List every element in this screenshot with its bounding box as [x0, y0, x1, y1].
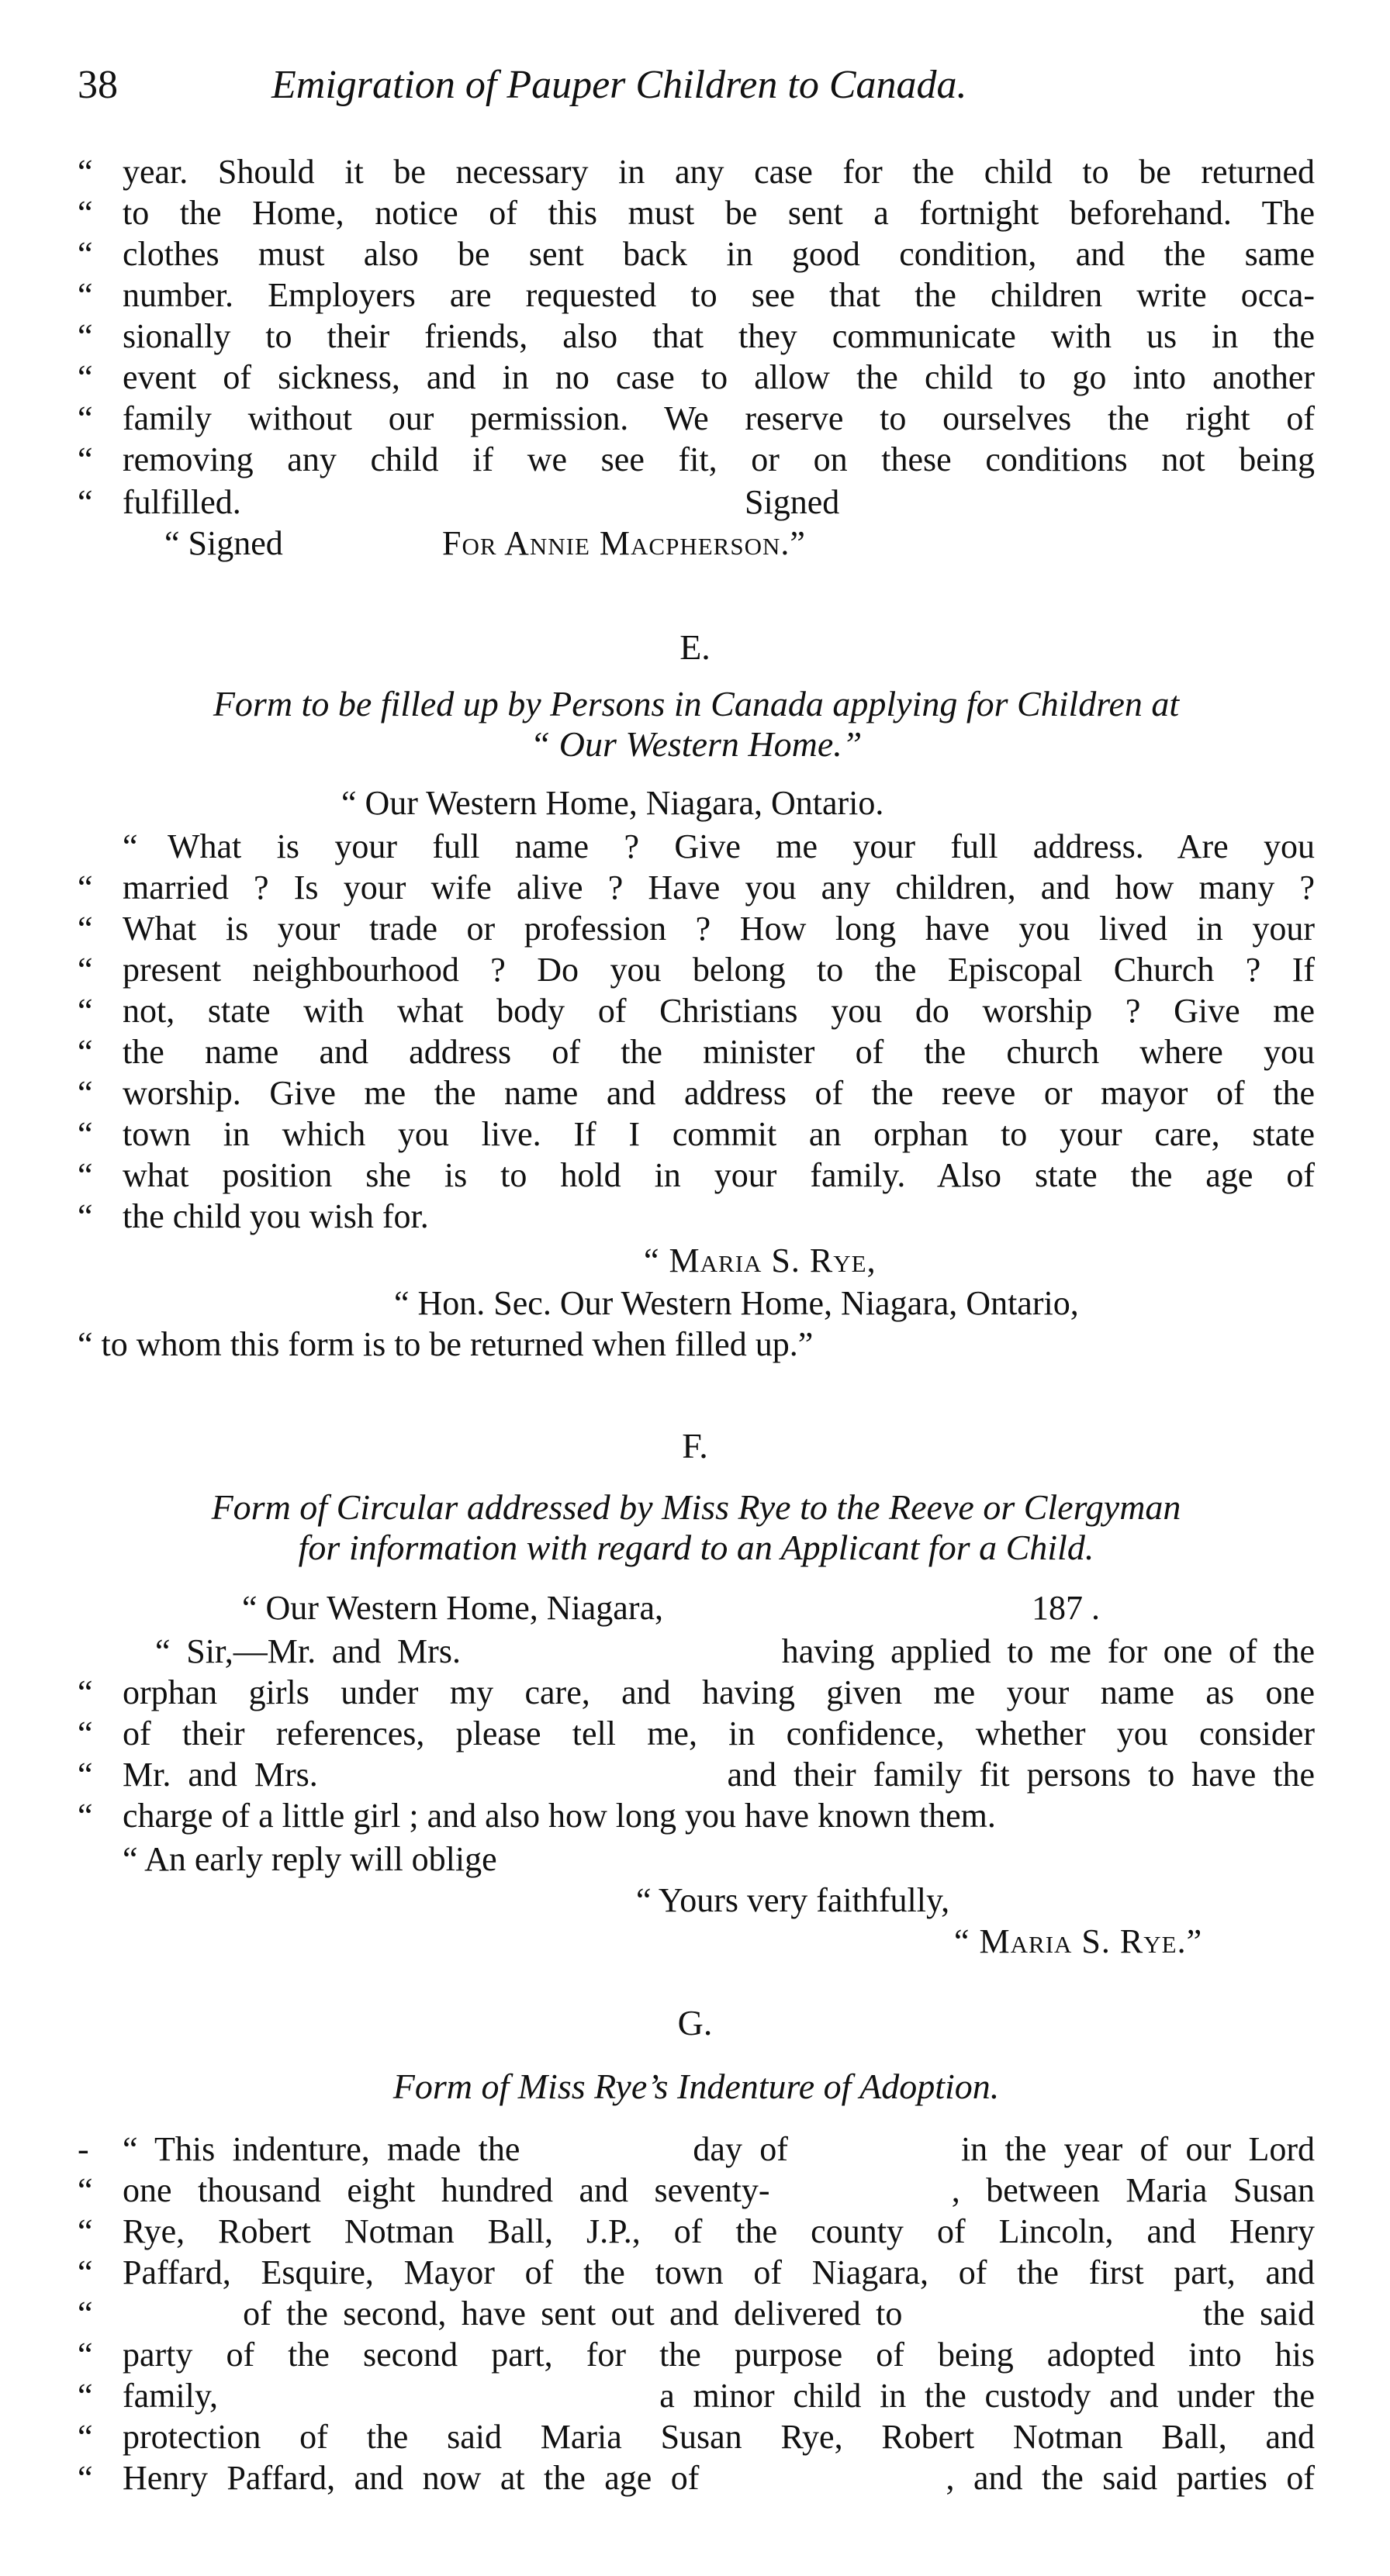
text-line: “ What is your full name ? Give me your full address. Are you	[123, 827, 1315, 865]
section-e-body	[78, 826, 1315, 1237]
return-note: “ to whom this form is to be returned when filled up.”	[78, 1325, 814, 1363]
text-line: “ to the Home, notice of this must be sent a fortnight beforehand. The	[78, 194, 1315, 232]
signed-label: Signed	[745, 483, 840, 521]
text-line: “ charge of a little girl ; and also how long you have known them.	[78, 1797, 996, 1835]
section-g-heading: Form of Miss Rye’s Indenture of Adoption.	[392, 2067, 1000, 2106]
section-f-body	[78, 1631, 1315, 1836]
text-line: - “ This indenture, made the day of in the year of our Lord	[78, 2130, 1315, 2168]
text-line: “ of the second, have sent out and delivered to the said	[78, 2295, 1315, 2333]
fulfilled-text: fulfilled.	[123, 483, 241, 521]
signature-maria-s-rye: “ Maria S. Rye,	[644, 1241, 877, 1279]
text-line: “ the name and address of the minister of the church where you	[78, 1033, 1315, 1071]
signatory-annie-macpherson: For Annie Macpherson.”	[442, 524, 806, 562]
section-d-continuation	[78, 151, 1315, 480]
text-line: “ Rye, Robert Notman Ball, J.P., of the county of Lincoln, and Henry	[78, 2212, 1315, 2250]
section-e-heading-line2: “ Our Western Home.”	[530, 724, 863, 764]
text-line: “ Paffard, Esquire, Mayor of the town of Niagara, of the first part, and	[78, 2253, 1315, 2291]
text-line: “ Mr. and Mrs. and their family fit persons to have the	[78, 1756, 1315, 1794]
text-line: “ of their references, please tell me, in confidence, whether you consider	[78, 1714, 1315, 1752]
text-line: “ orphan girls under my care, and having given me your name as one	[78, 1673, 1315, 1711]
section-f-year: 187 .	[1032, 1589, 1100, 1627]
text-line: “ Henry Paffard, and now at the age of , and the said parties of	[78, 2459, 1315, 2497]
text-line: “ worship. Give me the name and address of the reeve or mayor of the	[78, 1074, 1315, 1112]
text-line: “ Sir,—Mr. and Mrs. having applied to me for one of the	[155, 1632, 1315, 1670]
section-g-body	[78, 2129, 1315, 2498]
text-line: “ the child you wish for.	[78, 1197, 429, 1235]
text-line: “ family, a minor child in the custody and under the	[78, 2377, 1315, 2415]
section-f-heading-line1: Form of Circular addressed by Miss Rye to the Reeve or Clergyman	[211, 1487, 1181, 1527]
text-line: “ present neighbourhood ? Do you belong to the Episcopal Church ? If	[78, 951, 1315, 989]
text-line: “ sionally to their friends, also that they communicate with us in the	[78, 317, 1315, 355]
text-line: “ what position she is to hold in your family. Also state the age of	[78, 1156, 1315, 1194]
running-title: Emigration of Pauper Children to Canada.	[271, 63, 967, 107]
signature-title: “ Hon. Sec. Our Western Home, Niagara, Ontario,	[394, 1284, 1079, 1322]
signed-label-left: “ Signed	[164, 524, 283, 562]
section-f-letter: F.	[682, 1426, 708, 1466]
text-line: “ town in which you live. If I commit an orphan to your care, state	[78, 1115, 1315, 1153]
section-e-address: “ Our Western Home, Niagara, Ontario.	[341, 784, 884, 822]
text-line: “ married ? Is your wife alive ? Have you any children, and how many ?	[78, 868, 1315, 906]
text-line: “ not, state with what body of Christians you do worship ? Give me	[78, 992, 1315, 1030]
text-line: “ party of the second part, for the purpose of being adopted into his	[78, 2336, 1315, 2374]
text-line: “ family without our permission. We reserve to ourselves the right of	[78, 399, 1315, 437]
text-line: “ year. Should it be necessary in any case for the child to be returned	[78, 153, 1315, 191]
signature-maria-s-rye-f: “ Maria S. Rye.”	[954, 1922, 1203, 1960]
text-line: “ one thousand eight hundred and seventy- , between Maria Susan	[78, 2171, 1315, 2209]
section-g-letter: G.	[677, 2003, 713, 2042]
section-e-letter: E.	[679, 627, 711, 667]
early-reply-line: “ An early reply will oblige	[123, 1840, 497, 1878]
section-f-heading-line2: for information with regard to an Applicant for a Child.	[298, 1528, 1094, 1567]
section-e-heading-line1: Form to be filled up by Persons in Canada applying for Children at	[213, 684, 1180, 723]
running-head	[78, 62, 1303, 124]
section-f-address: “ Our Western Home, Niagara,	[242, 1589, 663, 1627]
text-line: “ number. Employers are requested to see that the children write occa-	[78, 276, 1315, 314]
text-line: “ clothes must also be sent back in good condition, and the same	[78, 235, 1315, 273]
text-line: “ What is your trade or profession ? How long have you lived in your	[78, 910, 1315, 948]
text-line: “ event of sickness, and in no case to allow the child to go into another	[78, 358, 1315, 396]
text-line: “ removing any child if we see fit, or on these conditions not being	[78, 440, 1315, 478]
closing-yours: “ Yours very faithfully,	[636, 1881, 950, 1919]
page-number: 38	[78, 63, 118, 107]
quote-mark: “	[78, 483, 93, 521]
text-line: “ protection of the said Maria Susan Rye, Robert Notman Ball, and	[78, 2418, 1315, 2456]
